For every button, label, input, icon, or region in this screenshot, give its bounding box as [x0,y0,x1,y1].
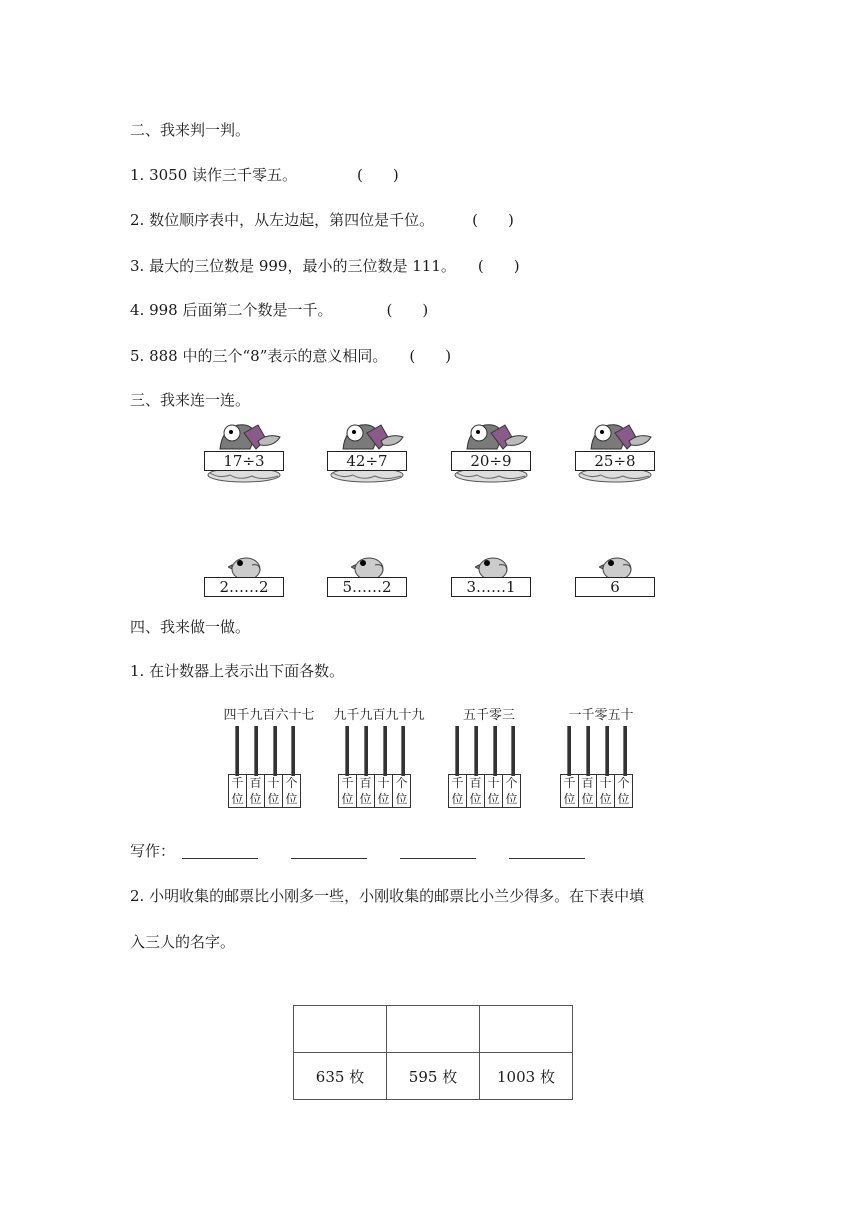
place-char-top: 百 [581,776,594,790]
place-label [229,775,246,807]
place-char-top: 千 [451,776,464,790]
place-char-bottom: 位 [617,792,630,806]
chick-4[interactable] [575,551,655,601]
division-expression: 20÷9 [451,451,531,471]
stamp-table [293,1005,573,1100]
name-cell-3[interactable] [480,1006,573,1053]
place-label [264,775,282,807]
division-expression: 17÷3 [204,451,284,471]
place-char-top: 千 [231,776,244,790]
judge-item-4: 4. 998 后面第二个数是一千。 ( ) [130,301,429,319]
place-value-labels [228,774,301,808]
place-char-bottom: 位 [563,792,576,806]
place-value-labels [448,774,521,808]
chick-1[interactable] [204,551,284,601]
abacus-rod[interactable] [567,726,571,776]
division-expression: 42÷7 [327,451,407,471]
place-label [282,775,300,807]
place-label [392,775,410,807]
abacus-rod[interactable] [401,726,405,776]
answer-blank-2[interactable] [291,857,367,859]
place-char-top: 十 [377,776,390,790]
abacus-rod[interactable] [383,726,387,776]
place-char-top: 千 [563,776,576,790]
abacus-rods [228,726,302,776]
place-char-bottom: 位 [395,792,408,806]
section-2-title: 二、我来判一判。 [130,121,251,139]
abacus-rod[interactable] [605,726,609,776]
abacus-number-title: 四千九百六十七 [223,708,315,723]
place-char-top: 百 [469,776,482,790]
place-char-top: 千 [341,776,354,790]
place-label [561,775,578,807]
abacus-rod[interactable] [493,726,497,776]
place-char-bottom: 位 [599,792,612,806]
chick-3[interactable] [451,551,531,601]
count-row [294,1053,573,1100]
place-char-top: 个 [395,776,408,790]
abacus-rod[interactable] [586,726,590,776]
abacus-rods [338,726,412,776]
place-char-top: 个 [505,776,518,790]
place-label [578,775,596,807]
place-char-bottom: 位 [249,792,262,806]
place-char-top: 十 [599,776,612,790]
place-char-top: 个 [617,776,630,790]
place-char-top: 十 [487,776,500,790]
answer-blank-4[interactable] [509,857,585,859]
section-3-title: 三、我来连一连。 [130,391,251,409]
name-cell-1[interactable] [294,1006,387,1053]
abacus-rod[interactable] [511,726,515,776]
place-char-bottom: 位 [581,792,594,806]
abacus-rod[interactable] [364,726,368,776]
judge-item-5: 5. 888 中的三个“8”表示的意义相同。 ( ) [130,347,452,365]
place-label [502,775,520,807]
abacus-rod[interactable] [291,726,295,776]
answer-blank-1[interactable] [182,857,258,859]
place-char-bottom: 位 [341,792,354,806]
place-char-bottom: 位 [505,792,518,806]
place-char-top: 个 [285,776,298,790]
abacus-rod[interactable] [623,726,627,776]
judge-item-3: 3. 最大的三位数是 999，最小的三位数是 111。 ( ) [130,257,520,275]
remainder-answer: 2……2 [204,577,284,597]
remainder-answer: 6 [575,577,655,597]
place-label [356,775,374,807]
nest-2[interactable] [327,419,407,485]
abacus-rods [448,726,522,776]
section-4-title: 四、我来做一做。 [130,618,251,636]
place-char-bottom: 位 [377,792,390,806]
nest-1[interactable] [204,419,284,485]
place-char-bottom: 位 [285,792,298,806]
division-expression: 25÷8 [575,451,655,471]
place-label [466,775,484,807]
judge-item-1: 1. 3050 读作三千零五。 ( ) [130,166,399,184]
abacus-rod[interactable] [273,726,277,776]
place-char-top: 十 [267,776,280,790]
remainder-answer: 3……1 [451,577,531,597]
place-label [614,775,632,807]
answer-blank-3[interactable] [400,857,476,859]
place-char-top: 百 [249,776,262,790]
place-char-bottom: 位 [359,792,372,806]
count-cell-1: 635 枚 [294,1053,387,1100]
place-label [449,775,466,807]
question-2-line-1: 2. 小明收集的邮票比小刚多一些，小刚收集的邮票比小兰少得多。在下表中填 [130,887,645,905]
judge-item-2: 2. 数位顺序表中，从左边起，第四位是千位。 ( ) [130,211,514,229]
place-label [374,775,392,807]
place-label [596,775,614,807]
write-label: 写作： [130,842,176,860]
abacus-rod[interactable] [455,726,459,776]
nest-3[interactable] [451,419,531,485]
place-char-bottom: 位 [487,792,500,806]
place-label [484,775,502,807]
name-row [294,1006,573,1053]
remainder-answer: 5……2 [327,577,407,597]
place-label [339,775,356,807]
nest-4[interactable] [575,419,655,485]
question-1: 1. 在计数器上表示出下面各数。 [130,662,345,680]
abacus-rod[interactable] [254,726,258,776]
place-char-bottom: 位 [451,792,464,806]
question-2-line-2: 入三人的名字。 [130,933,236,951]
abacus-rod[interactable] [474,726,478,776]
abacus-rods [560,726,634,776]
place-char-bottom: 位 [267,792,280,806]
abacus-number-title: 九千九百九十九 [333,708,425,723]
place-label [246,775,264,807]
place-char-bottom: 位 [469,792,482,806]
abacus-rod[interactable] [345,726,349,776]
chick-2[interactable] [327,551,407,601]
abacus-number-title: 五千零三 [462,708,515,723]
place-value-labels [338,774,411,808]
count-cell-2: 595 枚 [387,1053,480,1100]
count-cell-3: 1003 枚 [480,1053,573,1100]
place-char-top: 百 [359,776,372,790]
place-char-bottom: 位 [231,792,244,806]
place-value-labels [560,774,633,808]
name-cell-2[interactable] [387,1006,480,1053]
abacus-rod[interactable] [235,726,239,776]
abacus-number-title: 一千零五十 [568,708,634,723]
